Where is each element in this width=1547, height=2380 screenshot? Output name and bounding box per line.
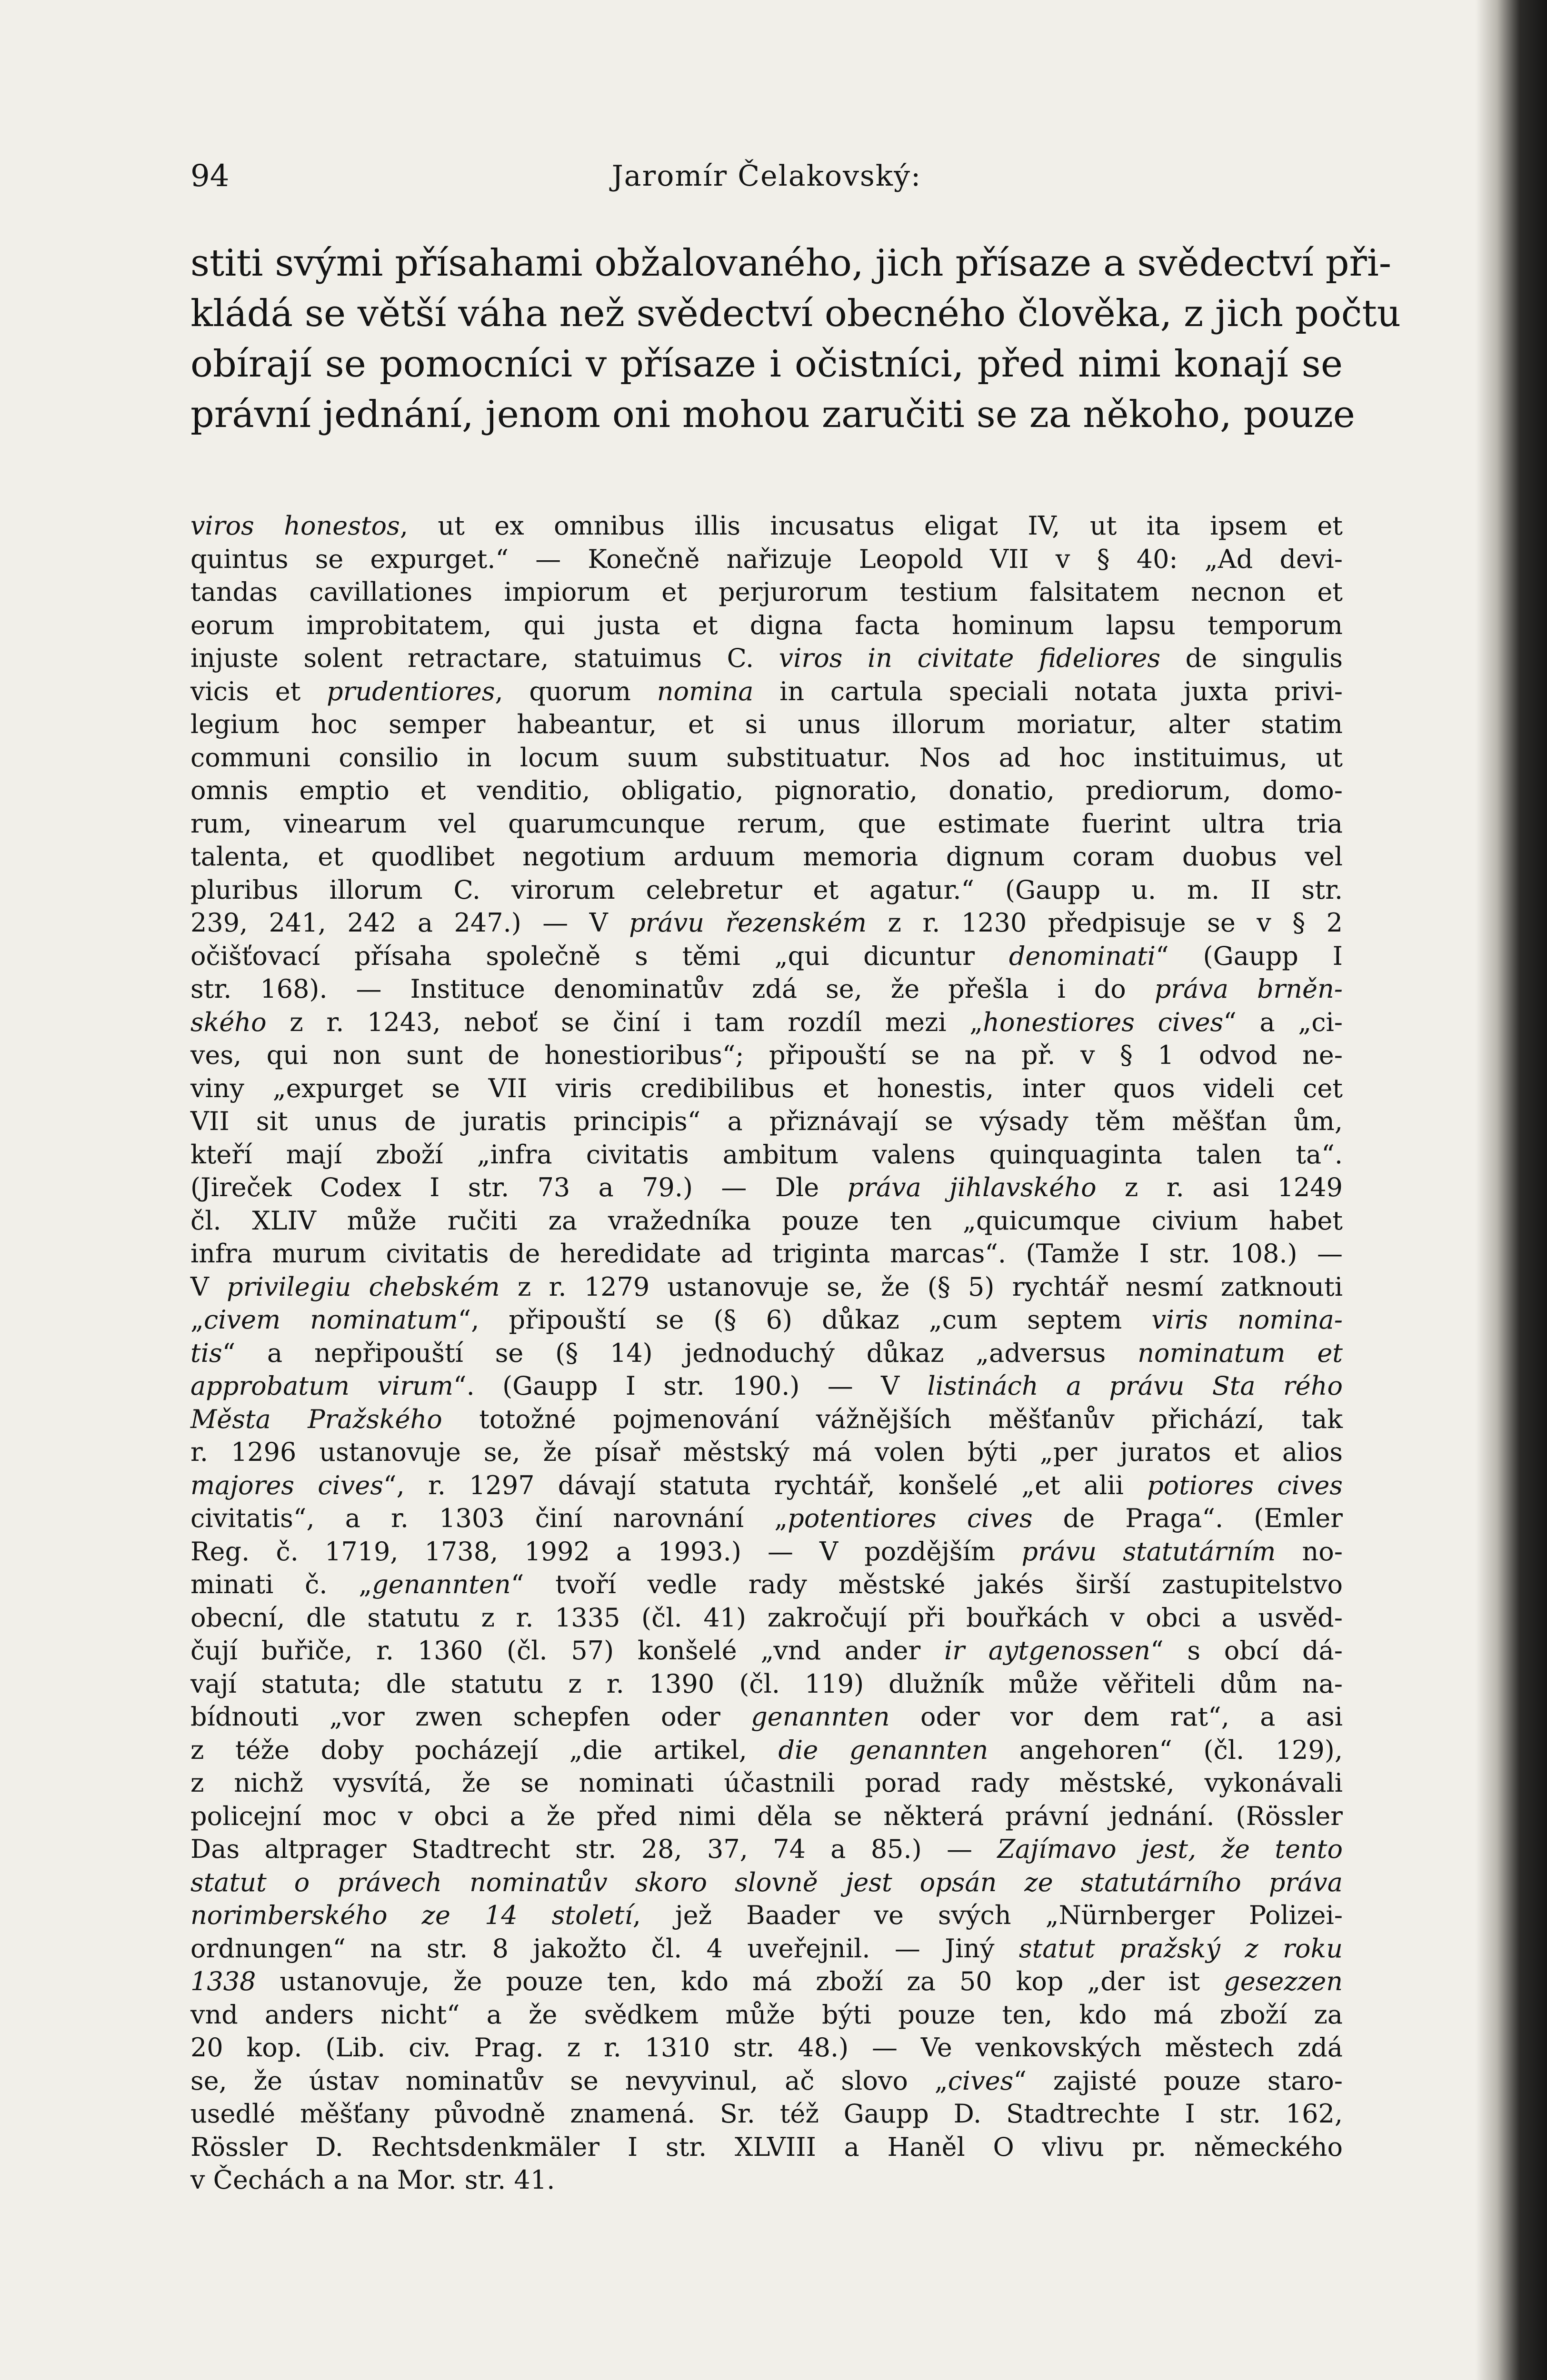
footnote-text: , jež Baader ve svých „Nürnberger Polizei- — [632, 1900, 1343, 1930]
footnote-italic: denominati — [1008, 941, 1156, 971]
footnote-text: ves, qui non sunt de honestioribus“; připouští se na př. v § 1 odvod ne- — [190, 1040, 1343, 1070]
footnote-text: quintus se expurget.“ — Konečně nařizuje Leopold VII v § 40: „Ad devi- — [190, 544, 1343, 574]
footnote-italic: statut o právech nominatův skoro slovně jest opsán ze statutárního práva — [190, 1867, 1343, 1897]
main-line: stiti svými přísahami obžalovaného, jich přísaze a svědectví při- — [190, 242, 1392, 285]
footnote-text: ustanovuje, že pouze ten, kdo má zboží za 50 kop „der ist — [256, 1966, 1224, 1996]
footnote-line — [190, 1998, 1343, 2032]
footnote-line — [190, 1204, 1343, 1238]
footnote-italic: privilegiu chebském — [227, 1271, 500, 1302]
footnote-line — [190, 575, 1343, 609]
footnote-line — [190, 1965, 1343, 1998]
footnote-text: z r. 1243, neboť se činí i tam rozdíl mezi „ — [266, 1007, 983, 1037]
footnote-line — [190, 1800, 1343, 1833]
footnote-line — [190, 543, 1343, 576]
footnote-line — [190, 1502, 1343, 1535]
footnote-line — [190, 1237, 1343, 1270]
footnote-line — [190, 2097, 1343, 2131]
footnote-line — [190, 741, 1343, 774]
footnote-text: čl. XLIV může ručiti za vražedníka pouze ten „quicumque civium habet — [190, 1205, 1343, 1236]
footnote-italic: ir aytgenossen — [944, 1636, 1151, 1666]
footnote-text: rum, vinearum vel quarumcunque rerum, que estimate fuerint ultra tria — [190, 808, 1343, 839]
footnote-line — [190, 1568, 1343, 1601]
footnote-text: policejní moc v obci a že před nimi děla se některá právní jednání. (Rössler — [190, 1801, 1343, 1831]
footnote-text: talenta, et quodlibet negotium arduum memoria dignum coram duobus vel — [190, 842, 1343, 872]
footnote-text: infra murum civitatis de heredidate ad triginta marcas“. (Tamže I str. 108.) — — [190, 1239, 1343, 1269]
footnote-line — [190, 2031, 1343, 2064]
footnote-text: eorum improbitatem, qui justa et digna facta hominum lapsu temporum — [190, 610, 1343, 640]
footnote-text: tandas cavillationes impiorum et perjurorum testium falsitatem necnon et — [190, 577, 1343, 607]
footnote-text: (Jireček Codex I str. 73 a 79.) — Dle — [190, 1172, 848, 1202]
footnote-italic: nominatum et — [1138, 1338, 1343, 1368]
footnote-text: “. (Gaupp I str. 190.) — V — [453, 1371, 928, 1401]
footnote-line — [190, 1766, 1343, 1800]
footnote-text: vnd anders nicht“ a že svědkem může býti pouze ten, kdo má zboží za — [190, 1999, 1343, 2030]
footnote-line — [190, 1899, 1343, 1932]
footnote-line — [190, 642, 1343, 675]
footnote-text: , ut ex omnibus illis incusatus eligat IV, ut ita ipsem et — [399, 511, 1343, 541]
footnote-text: communi consilio in locum suum substituatur. Nos ad hoc instituimus, ut — [190, 742, 1343, 773]
footnote-italic: viros honestos — [190, 511, 400, 541]
footnote-italic: honestiores cives — [983, 1007, 1224, 1037]
footnote-italic: ského — [190, 1007, 267, 1037]
footnote-text: bídnouti „vor zwen schepfen oder — [190, 1702, 751, 1732]
footnote-italic: viros in civitate fideliores — [778, 643, 1161, 673]
footnote-text: V — [190, 1271, 227, 1302]
footnote-text: “ tvoří vedle rady městské jakés širší zastupitelstvo — [510, 1569, 1343, 1599]
footnote-text: v Čechách a na Mor. str. 41. — [190, 2165, 555, 2195]
footnote-line — [190, 1932, 1343, 1965]
main-line: kládá se větší váha než svědectví obecného člověka, z jich počtu — [190, 292, 1401, 335]
footnote-line — [190, 1734, 1343, 1767]
footnote-text: “ zajisté pouze staro- — [1013, 2065, 1343, 2096]
footnote-text: civitatis“, a r. 1303 činí narovnání „ — [190, 1503, 788, 1533]
footnote-italic: listinách a právu Sta rého — [927, 1371, 1343, 1401]
footnote-text: z r. asi 1249 — [1096, 1172, 1343, 1202]
footnote-text: “ (Gaupp I — [1156, 941, 1343, 971]
footnote-line — [190, 1436, 1343, 1469]
footnote-text: pluribus illorum C. virorum celebretur et agatur.“ (Gaupp u. m. II str. — [190, 874, 1343, 905]
footnote-text: očišťovací přísaha společně s těmi „qui dicuntur — [190, 941, 1009, 971]
footnote-italic: statut pražský z roku — [1018, 1933, 1343, 1964]
footnote-italic: viris nomina- — [1151, 1305, 1343, 1335]
footnote-line — [190, 1303, 1343, 1337]
footnote-line — [190, 940, 1343, 973]
footnote-italic: genannten — [372, 1569, 511, 1599]
footnote-text: r. 1296 ustanovuje se, že písař městský má volen býti „per juratos et alios — [190, 1437, 1343, 1467]
footnote-text: legium hoc semper habeantur, et si unus illorum moriatur, alter statim — [190, 709, 1343, 739]
footnote-line — [190, 509, 1343, 543]
footnote-text: kteří mají zboží „infra civitatis ambitum valens quinquaginta talen ta“. — [190, 1139, 1343, 1170]
footnote-text: de Praga“. (Emler — [1032, 1503, 1343, 1533]
footnote-italic: právu řezenském — [629, 908, 867, 938]
footnote-text: z nichž vysvítá, že se nominati účastnili porad rady městské, vykonávali — [190, 1768, 1343, 1798]
footnote-text: injuste solent retractare, statuimus C. — [190, 643, 779, 673]
footnote-text: totožné pojmenování vážnějších měšťanův přichází, tak — [442, 1404, 1343, 1434]
running-title: Jaromír Čelakovský: — [611, 159, 922, 193]
footnote-text: ordnungen“ na str. 8 jakožto čl. 4 uveřejnil. — Jiný — [190, 1933, 1019, 1964]
footnote-text: „ — [190, 1305, 204, 1335]
footnote-text: z téže doby pocházejí „die artikel, — [190, 1735, 778, 1765]
footnote-line — [190, 1866, 1343, 1899]
footnote-text: omnis emptio et venditio, obligatio, pignoratio, donatio, prediorum, domo- — [190, 775, 1343, 805]
footnote-line — [190, 1634, 1343, 1667]
footnote-line — [190, 774, 1343, 807]
footnote-italic: práva jihlavského — [847, 1172, 1097, 1202]
footnote-line — [190, 609, 1343, 642]
footnote-line — [190, 1833, 1343, 1866]
footnote-text: z r. 1279 ustanovuje se, že (§ 5) rychtář nesmí zatknouti — [499, 1271, 1343, 1302]
footnote-italic: právu statutárním — [1021, 1536, 1276, 1567]
footnote-italic: 1338 — [190, 1966, 256, 1996]
footnote-line — [190, 1369, 1343, 1403]
footnote-text: vicis et — [190, 676, 327, 706]
footnote-italic: majores cives — [190, 1470, 383, 1500]
footnote-italic: civem nominatum — [203, 1305, 458, 1335]
footnote-text: čují buřiče, r. 1360 (čl. 57) konšelé „vnd ander — [190, 1636, 944, 1666]
footnote-text: usedlé měšťany původně znamená. Sr. též Gaupp D. Stadtrechte I str. 162, — [190, 2099, 1343, 2129]
main-line: právní jednání, jenom oni mohou zaručiti se za někoho, pouze — [190, 393, 1355, 436]
footnote-line — [190, 708, 1343, 741]
footnote-italic: Zajímavo jest, že tento — [997, 1834, 1343, 1864]
footnote-line — [190, 1700, 1343, 1734]
footnote-italic: prudentiores — [327, 676, 495, 706]
footnote-text: obecní, dle statutu z r. 1335 (čl. 41) zakročují při bouřkách v obci a usvěd- — [190, 1602, 1343, 1633]
main-line: obírají se pomocníci v přísaze i očistníci, před nimi konají se — [190, 343, 1343, 386]
footnote-line — [190, 1006, 1343, 1039]
footnote-line — [190, 840, 1343, 873]
footnote-text: viny „expurget se VII viris credibilibus et honestis, inter quos videli cet — [190, 1073, 1343, 1103]
footnote-line — [190, 1039, 1343, 1072]
footnote-line — [190, 1270, 1343, 1304]
footnote-text: “ a „ci- — [1223, 1007, 1343, 1037]
footnote-text: “, r. 1297 dávají statuta rychtář, konšelé „et alii — [383, 1470, 1148, 1500]
footnote-italic: die genannten — [778, 1735, 988, 1765]
footnote-text: oder vor dem rat“, a asi — [889, 1702, 1343, 1732]
footnote-line — [190, 972, 1343, 1006]
footnote-italic: genannten — [751, 1702, 890, 1732]
footnote-italic: Města Pražského — [190, 1404, 442, 1434]
footnote-line — [190, 1337, 1343, 1370]
footnote-italic: cives — [948, 2065, 1014, 2096]
footnote-line — [190, 1535, 1343, 1568]
footnote-italic: norimberského ze 14 století — [190, 1900, 633, 1930]
footnote-text: “ a nepřipouští se (§ 14) jednoduchý důkaz „adversus — [222, 1338, 1138, 1368]
footnote-text: vají statuta; dle statutu z r. 1390 (čl. 119) dlužník může věřiteli dům na- — [190, 1668, 1343, 1699]
footnote-line — [190, 1138, 1343, 1171]
footnote-text: Reg. č. 1719, 1738, 1992 a 1993.) — V pozdějším — [190, 1536, 1022, 1567]
footnote-text: VII sit unus de juratis principis“ a přiznávají se výsady těm měšťan ům, — [190, 1106, 1343, 1136]
footnote-line — [190, 873, 1343, 907]
footnote-text: Rössler D. Rechtsdenkmäler I str. XLVIII a Haněl O vlivu pr. německého — [190, 2132, 1343, 2162]
page-header — [190, 157, 1343, 195]
footnote-text: no- — [1276, 1536, 1343, 1567]
footnote-line — [190, 1171, 1343, 1204]
footnote-italic: práva brněn- — [1154, 974, 1343, 1004]
footnote-line — [190, 2131, 1343, 2164]
footnote-line — [190, 2064, 1343, 2098]
footnote-line — [190, 807, 1343, 841]
footnote-italic: potentiores cives — [788, 1503, 1033, 1533]
footnote-text: z r. 1230 předpisuje se v § 2 — [867, 908, 1343, 938]
footnote-italic: tis — [190, 1338, 222, 1368]
footnote — [190, 509, 1343, 2197]
footnote-text: in cartula speciali notata juxta privi- — [753, 676, 1343, 706]
footnote-italic: gesezzen — [1224, 1966, 1343, 1996]
footnote-text: “ s obcí dá- — [1150, 1636, 1343, 1666]
footnote-text: angehoren“ (čl. 129), — [988, 1735, 1343, 1765]
footnote-text: Das altprager Stadtrecht str. 28, 37, 74 a 85.) — — [190, 1834, 998, 1864]
footnote-text: “, připouští se (§ 6) důkaz „cum septem — [458, 1305, 1152, 1335]
footnote-text: 239, 241, 242 a 247.) — V — [190, 908, 629, 938]
footnote-italic: nomina — [657, 676, 754, 706]
footnote-line — [190, 1601, 1343, 1635]
footnote-line — [190, 1469, 1343, 1502]
footnote-text: se, že ústav nominatův se nevyvinul, ač slovo „ — [190, 2065, 948, 2096]
footnote-italic: approbatum virum — [190, 1371, 453, 1401]
footnote-text: minati č. „ — [190, 1569, 372, 1599]
footnote-italic: potiores cives — [1147, 1470, 1343, 1500]
main-text — [190, 238, 1401, 440]
footnote-text: , quorum — [495, 676, 657, 706]
footnote-line — [190, 1667, 1343, 1701]
footnote-line — [190, 675, 1343, 708]
footnote-line — [190, 1105, 1343, 1138]
footnote-text: de singulis — [1160, 643, 1343, 673]
footnote-line — [190, 1072, 1343, 1105]
page-number: 94 — [190, 159, 230, 194]
footnote-line — [190, 1403, 1343, 1436]
footnote-line — [190, 906, 1343, 940]
footnote-text: 20 kop. (Lib. civ. Prag. z r. 1310 str. 48.) — Ve venkovských městech zdá — [190, 2033, 1343, 2063]
scan-edge — [1476, 0, 1547, 2380]
footnote-line — [190, 2163, 1343, 2197]
footnote-text: str. 168). — Instituce denominatův zdá se, že přešla i do — [190, 974, 1155, 1004]
